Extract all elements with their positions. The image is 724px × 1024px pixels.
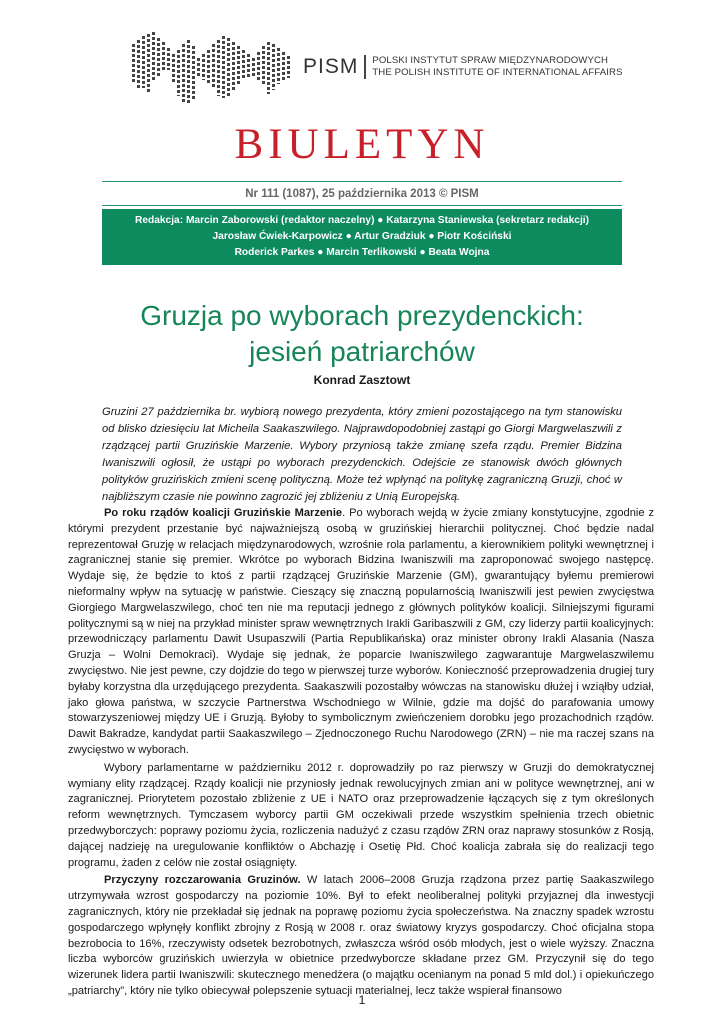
- article-title-line: jesień patriarchów: [249, 336, 475, 367]
- map-bar: [237, 46, 240, 84]
- paragraph: [68, 873, 654, 999]
- map-bar: [287, 56, 290, 78]
- map-bar: [147, 34, 150, 92]
- article-body: [68, 506, 654, 1002]
- article-lead: Gruzini 27 października br. wybiorą nowego prezydenta, który zmieni pozostającego na tym stanowisku od blisko dziesięciu lat Micheila Saakaszwilego. Najprawdopodobniej zastąpi go Giorgi Margwelaszwili z rządzącej partii Gruzińskie Marzenie. Wybory przyniosą także zmianę szefa rządu. Premier Bidzina Iwaniszwili ogłosił, że ustąpi po wyborach prezydenckich. Odejście ze stanowisk dwóch głównych polityków gruzińskich zmieni scenę polityczną. Może też wpłynąć na politykę zagraniczną Gruzji, choć w najbliższym czasie nie powinno zagrozić jej zbliżeniu z Unią Europejską.: [102, 406, 622, 503]
- map-bar: [132, 44, 135, 84]
- map-bar: [162, 42, 165, 72]
- section-heading: Przyczyny rozczarowania Gruzinów.: [104, 874, 301, 887]
- map-bar: [202, 54, 205, 80]
- map-bar: [187, 40, 190, 104]
- pism-wordmark: PISM: [303, 55, 366, 79]
- editors-line: Redakcja: Marcin Zaborowski (redaktor naczelny) ● Katarzyna Staniewska (sekretarz redakcji): [134, 215, 589, 226]
- pism-logo: [303, 50, 623, 84]
- map-bar: [282, 52, 285, 82]
- editors-line: Roderick Parkes ● Marcin Terlikowski ● Beata Wojna: [234, 247, 490, 258]
- editorial-board: [102, 209, 622, 265]
- map-bar: [192, 46, 195, 100]
- editors-line: Jarosław Ćwiek-Karpowicz ● Artur Gradziuk ● Piotr Kościński: [212, 231, 512, 242]
- paragraph-text: W latach 2006–2008 Gruzja rządzona przez partię Saakaszwilego utrzymywała wzrost gospodarczy na poziomie 10%. Był to efekt neoliberalnej polityki przyjaznej dla inwestycji zagranicznych, który nie przekładał się jednak na poprawę poziomu życia społeczeństwa. Na znaczny spadek wzrostu gospodarczego wpłynęły konflikt zbrojny z Rosją w 2008 r. oraz światowy kryzys gospodarczy. Choć oficjalna stopa bezrobocia to 16%, rzeczywisty odsetek bezrobotnych, zwłaszcza wśród osób młodych, jest o wiele wyższy. Znaczna liczba wyborców gruzińskich uwierzyła w obietnice przedwyborcze składane przez GM. Przyczynił się do tego wizerunek lidera partii Iwaniszwili: skutecznego menedżera (o majątku ocenianym na ponad 5 mld dol.) i opiekuńczego „patriarchy”, który nie tylko obiecywał polepszenie sytuacji materialnej, lecz także wspierał finansowo: [68, 874, 654, 997]
- map-bar: [217, 40, 220, 96]
- paragraph-text: Wybory parlamentarne w październiku 2012 r. doprowadziły po raz pierwszy w Gruzji do demokratycznej wymiany elity rządzącej. Rządy koalicji nie przyniosły jednak rewolucyjnych zmian ani w polityce wewnętrznej, ani w zagranicznej. Priorytetem pozostało zbliżenie z UE i NATO oraz przeprowadzenie łączących się z tym określonych reform wewnętrznych. Tymczasem wyborcy partii GM oczekiwali przede wszystkim spełnienia trzech obietnic przedwyborczych: poprawy poziomu życia, rozliczenia nadużyć z czasu rządów ZRN oraz naprawy stosunków z Rosją, dającej nadzieję na uregulowanie konfliktów o Abchazję i Osetię Płd. Choć koalicja zabrała się do realizacji tego programu, żaden z celów nie został osiągnięty.: [68, 761, 654, 869]
- map-bar: [227, 38, 230, 96]
- map-bar: [167, 48, 170, 70]
- paragraph-text: . Po wyborach wejdą w życie zmiany konstytucyjne, zgodnie z którymi prezydent przestanie być najważniejszą osobą w gruzińskiej hierarchii politycznej. Choć będzie nadal reprezentował Gruzję w relacjach międzynarodowych, wzrośnie rola parlamentu, a kierownikiem polityki wewnętrznej i zagranicznej stanie się premier. Wkrótce po wyborach Bidzina Iwaniszwili ma zaproponować swojego następcę. Wydaje się, że będzie to ktoś z partii rządzącej Gruzińskie Marzenie (GM), gwarantujący byłemu premierowi nieformalny wpływ na sytuację w państwie. Cieszący się znaczną popularnością Iwaniszwili jest pewien zwycięstwa Giorgiego Margwelaszwilego, choć ten nie ma reputacji jednego z głównych polityków koalicji. Silniejszymi figurami politycznymi są w niej na przykład minister spraw wewnętrznych Irakli Garibaszwili z GM, czy liderzy partii koalicyjnych: przewodniczący parlamentu Dawit Usupaszwili (Partia Republikańska) oraz minister obrony Irakli Alasania (Nasza Gruzja – Wolni Demokraci). Wydaje się jednak, że poparcie Iwaniszwilego zagwarantuje Margwelaszwilemu zwycięstwo. Nie jest pewne, czy dojdzie do tego w pierwszej turze wyborów. Konieczność przeprowadzenia drugiej tury byłaby korzystna dla urzędującego prezydenta. Saakaszwili pozostałby wówczas na stanowisku dłużej i wziąłby udział, jako głowa państwa, w szczycie Partnerstwa Wschodniego w Wilnie, gdzie ma dojść do parafowania umowy stowarzyszeniowej między UE i Gruzją. Byłoby to symbolicznym zwieńczeniem dorobku jego prozachodnich rządów. Dawit Bakradze, kandydat partii Saakaszwilego – Zjednoczonego Ruchu Narodowego (ZRN) – nie ma raczej szans na zwycięstwo w wyborach.: [68, 507, 655, 756]
- map-bar: [152, 32, 155, 82]
- paragraph: [68, 506, 654, 759]
- article-title: [0, 298, 724, 370]
- map-bar: [142, 36, 145, 88]
- article-author: Konrad Zasztowt: [313, 373, 411, 387]
- institute-name-en: THE POLISH INSTITUTE OF INTERNATIONAL AFFAIRS: [372, 67, 623, 78]
- institute-name-pl: POLSKI INSTYTUT SPRAW MIĘDZYNARODOWYCH: [372, 55, 609, 66]
- masthead-title: BIULETYN: [234, 121, 490, 168]
- map-bar: [277, 48, 280, 84]
- map-bar: [242, 50, 245, 80]
- map-bar: [262, 46, 265, 86]
- map-bar: [157, 38, 160, 78]
- paragraph: [68, 761, 654, 872]
- map-bar: [182, 44, 185, 104]
- article-title-line: Gruzja po wyborach prezydenckich:: [140, 300, 584, 331]
- map-bar: [197, 58, 200, 78]
- map-bar: [177, 50, 180, 96]
- map-bar: [212, 44, 215, 88]
- map-bar: [137, 40, 140, 88]
- map-bar: [252, 58, 255, 76]
- page-number: 1: [358, 993, 366, 1007]
- divider-bottom: [102, 205, 622, 206]
- map-bar: [232, 42, 235, 90]
- map-bar: [257, 52, 260, 80]
- map-bar: [247, 54, 250, 78]
- map-bar: [172, 54, 175, 84]
- institute-names: [366, 55, 622, 79]
- issue-info: Nr 111 (1087), 25 października 2013 © PISM: [245, 188, 479, 200]
- map-bar: [267, 42, 270, 94]
- divider-top: [102, 181, 622, 182]
- map-bar: [272, 44, 275, 90]
- map-bar: [207, 50, 210, 84]
- world-map-logo: [132, 14, 292, 104]
- map-bar: [222, 36, 225, 98]
- section-heading: Po roku rządów koalicji Gruzińskie Marzenie: [104, 507, 343, 519]
